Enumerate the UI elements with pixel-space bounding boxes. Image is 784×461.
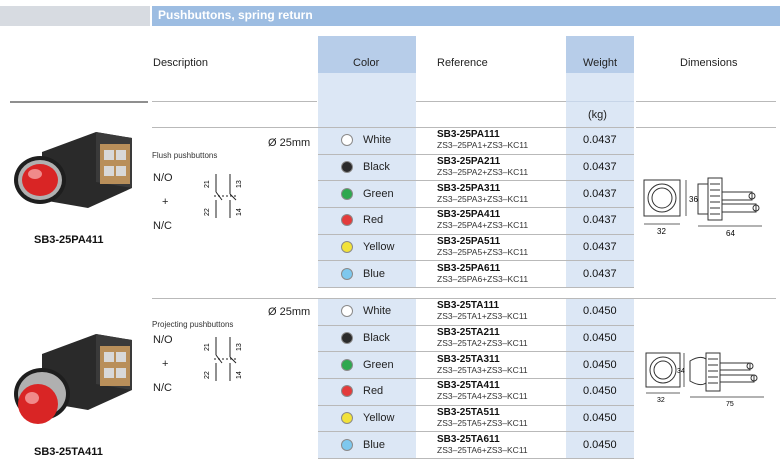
- color-swatch-icon: [341, 161, 353, 173]
- reference-components: ZS3–25TA6+ZS3–KC11: [437, 445, 528, 455]
- section2-top-rule: [152, 298, 776, 299]
- terminal-label: 13: [236, 343, 243, 351]
- plus-label: +: [162, 196, 169, 208]
- reference-code: SB3-25PA611: [437, 263, 501, 274]
- reference-components: ZS3–25TA4+ZS3–KC11: [437, 391, 528, 401]
- no-label: N/O: [153, 334, 173, 346]
- header-rule-dim: [636, 101, 776, 102]
- dimension-label: 32: [657, 397, 665, 404]
- terminal-label: 13: [236, 180, 243, 188]
- color-swatch-icon: [341, 188, 353, 200]
- header-rule-weight: [566, 101, 634, 102]
- color-name: Yellow: [363, 241, 395, 253]
- color-swatch-icon: [341, 134, 353, 146]
- header-rule-desc: [152, 101, 317, 102]
- color-name: Green: [363, 188, 394, 200]
- row-sep: [318, 351, 634, 352]
- reference-header: Reference: [437, 57, 488, 69]
- reference-code: SB3-25PA211: [437, 156, 501, 167]
- dimension-label: 34: [677, 368, 685, 375]
- reference-components: ZS3–25TA1+ZS3–KC11: [437, 311, 528, 321]
- contact-diagram-icon: [200, 333, 248, 385]
- dimension-label: 36: [689, 195, 698, 204]
- weight-value: 0.0437: [583, 188, 617, 200]
- section1-top-rule-dim: [636, 127, 776, 128]
- model-name: SB3-25TA411: [34, 446, 103, 458]
- weight-value: 0.0437: [583, 268, 617, 280]
- section1-top-rule-table: [318, 127, 634, 128]
- type-label: Flush pushbuttons: [152, 151, 218, 160]
- plus-label: +: [162, 358, 169, 370]
- row-sep: [318, 458, 634, 459]
- row-sep: [318, 325, 634, 326]
- reference-code: SB3-25PA311: [437, 183, 501, 194]
- color-swatch-icon: [341, 439, 353, 451]
- reference-components: ZS3–25TA3+ZS3–KC11: [437, 365, 528, 375]
- header-rule-ref: [416, 101, 566, 102]
- dimension-drawing-flush: [640, 170, 776, 242]
- reference-components: ZS3–25PA2+ZS3–KC11: [437, 167, 529, 177]
- terminal-label: 14: [236, 371, 243, 379]
- section1-top-rule-desc: [152, 127, 318, 128]
- reference-code: SB3-25TA411: [437, 380, 500, 391]
- reference-code: SB3-25PA511: [437, 236, 501, 247]
- dimension-label: 75: [726, 401, 734, 408]
- weight-header: Weight: [583, 57, 618, 69]
- weight-unit: (kg): [588, 109, 607, 121]
- color-swatch-icon: [341, 385, 353, 397]
- terminal-label: 14: [236, 208, 243, 216]
- dimension-drawing-projecting: [640, 345, 776, 411]
- weight-value: 0.0450: [583, 359, 617, 371]
- reference-code: SB3-25TA211: [437, 327, 500, 338]
- weight-value: 0.0450: [583, 439, 617, 451]
- row-sep: [318, 207, 634, 208]
- terminal-label: 22: [204, 371, 211, 379]
- no-label: N/O: [153, 172, 173, 184]
- header-rule-left: [10, 101, 148, 103]
- row-sep: [318, 431, 634, 432]
- flush-pushbutton-image: [8, 122, 146, 222]
- color-name: Red: [363, 385, 384, 397]
- row-sep: [318, 260, 634, 261]
- reference-components: ZS3–25PA5+ZS3–KC11: [437, 247, 529, 257]
- dimensions-header: Dimensions: [680, 57, 738, 69]
- dimension-label: 32: [657, 227, 666, 236]
- type-label: Projecting pushbuttons: [152, 320, 234, 329]
- weight-value: 0.0437: [583, 241, 617, 253]
- reference-code: SB3-25TA111: [437, 300, 500, 311]
- reference-code: SB3-25TA611: [437, 434, 500, 445]
- color-name: White: [363, 305, 392, 317]
- color-name: Yellow: [363, 412, 395, 424]
- color-header: Color: [353, 57, 380, 69]
- reference-code: SB3-25TA311: [437, 354, 500, 365]
- row-sep: [318, 378, 634, 379]
- projecting-pushbutton-image: [8, 330, 146, 438]
- color-swatch-icon: [341, 359, 353, 371]
- row-sep: [318, 405, 634, 406]
- reference-components: ZS3–25PA1+ZS3–KC11: [437, 140, 529, 150]
- weight-value: 0.0450: [583, 412, 617, 424]
- color-swatch-icon: [341, 412, 353, 424]
- reference-components: ZS3–25PA6+ZS3–KC11: [437, 274, 529, 284]
- color-swatch-icon: [341, 332, 353, 344]
- row-sep: [318, 287, 634, 288]
- left-banner-strip: [0, 6, 150, 26]
- terminal-label: 21: [204, 343, 211, 351]
- weight-value: 0.0437: [583, 134, 617, 146]
- model-name: SB3-25PA411: [34, 234, 104, 246]
- color-swatch-icon: [341, 305, 353, 317]
- weight-value: 0.0450: [583, 332, 617, 344]
- reference-components: ZS3–25PA4+ZS3–KC11: [437, 220, 529, 230]
- color-swatch-icon: [341, 268, 353, 280]
- terminal-label: 22: [204, 208, 211, 216]
- weight-value: 0.0437: [583, 161, 617, 173]
- reference-components: ZS3–25PA3+ZS3–KC11: [437, 194, 529, 204]
- contact-diagram-icon: [200, 170, 248, 222]
- description-header: Description: [153, 57, 209, 69]
- reference-code: SB3-25PA411: [437, 209, 501, 220]
- reference-code: SB3-25TA511: [437, 407, 500, 418]
- weight-value: 0.0450: [583, 385, 617, 397]
- reference-code: SB3-25PA111: [437, 129, 500, 140]
- weight-value: 0.0450: [583, 305, 617, 317]
- weight-value: 0.0437: [583, 214, 617, 226]
- diameter-label: Ø 25mm: [268, 306, 311, 318]
- color-swatch-icon: [341, 241, 353, 253]
- color-name: Blue: [363, 439, 386, 451]
- diameter-label: Ø 25mm: [268, 137, 311, 149]
- row-sep: [318, 180, 634, 181]
- color-name: Black: [363, 161, 390, 173]
- row-sep: [318, 234, 634, 235]
- color-name: Green: [363, 359, 394, 371]
- row-sep: [318, 154, 634, 155]
- color-name: Black: [363, 332, 390, 344]
- dimension-label: 64: [726, 229, 735, 238]
- reference-components: ZS3–25TA5+ZS3–KC11: [437, 418, 528, 428]
- color-name: White: [363, 134, 392, 146]
- color-name: Red: [363, 214, 384, 226]
- color-swatch-icon: [341, 214, 353, 226]
- terminal-label: 21: [204, 180, 211, 188]
- reference-components: ZS3–25TA2+ZS3–KC11: [437, 338, 528, 348]
- nc-label: N/C: [153, 382, 172, 394]
- page-title: Pushbuttons, spring return: [158, 8, 313, 22]
- color-name: Blue: [363, 268, 386, 280]
- nc-label: N/C: [153, 220, 172, 232]
